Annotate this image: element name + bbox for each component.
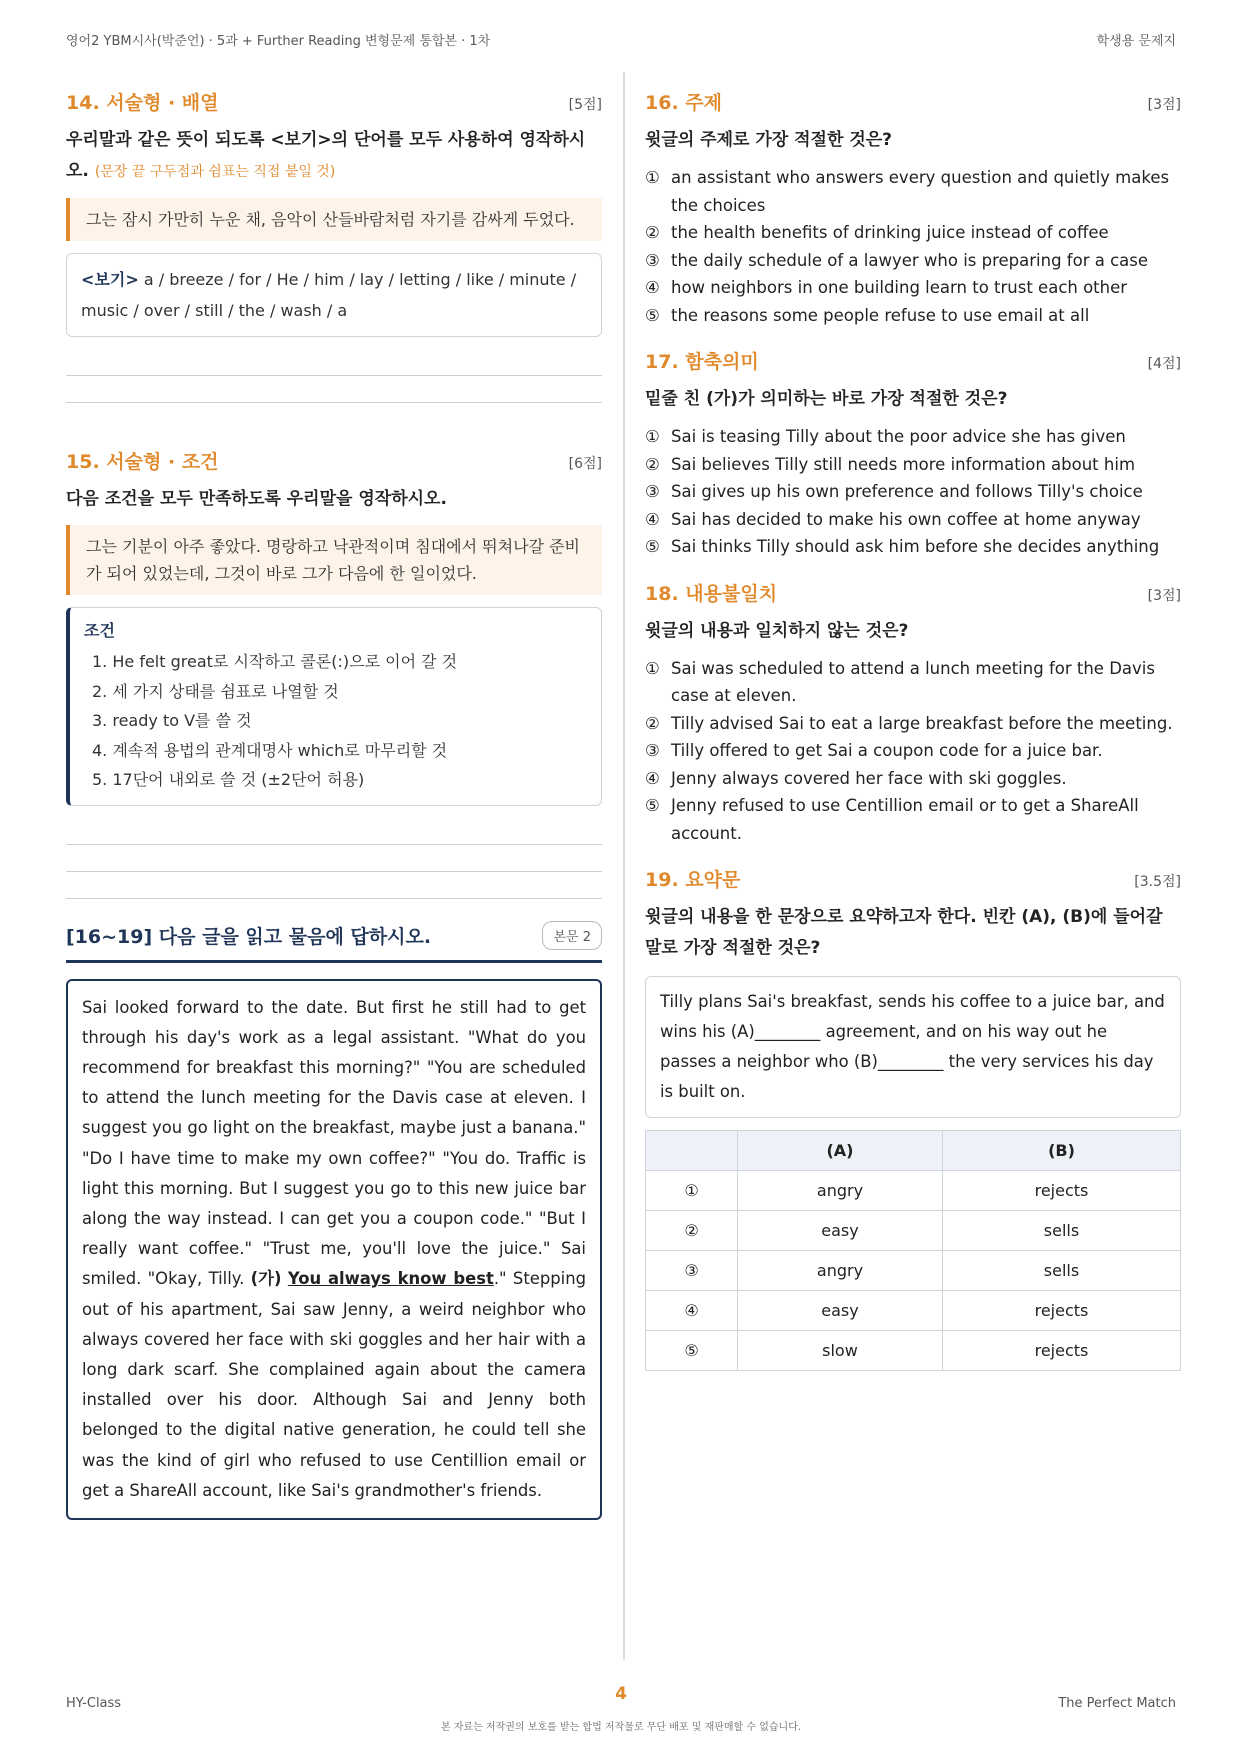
conditions-title: 조건 — [84, 621, 115, 640]
row-number: ④ — [646, 1291, 738, 1331]
question-title: 19. 요약문 — [645, 869, 741, 891]
option-number: ④ — [645, 278, 660, 297]
option-number: ① — [645, 658, 660, 678]
option-text: Jenny always covered her face with ski goggles. — [671, 768, 1067, 788]
header-sheet-type: 학생용 문제지 — [1096, 34, 1176, 49]
left-column — [66, 88, 602, 1520]
answer-table — [645, 1130, 1181, 1371]
answer-line[interactable] — [66, 898, 602, 899]
option-item[interactable] — [645, 792, 1181, 847]
answer-line[interactable] — [66, 375, 602, 376]
question-title: 14. 서술형 · 배열 — [66, 92, 219, 114]
cell-a: angry — [738, 1171, 943, 1211]
option-text: Jenny refused to use Centillion email or to get a ShareAll account. — [671, 796, 1139, 843]
question-prompt: 윗글의 주제로 가장 적절한 것은? — [645, 130, 893, 150]
footer-title: The Perfect Match — [1058, 1696, 1176, 1711]
option-text: Sai believes Tilly still needs more information about him — [671, 454, 1136, 474]
question-points: [3점] — [1147, 587, 1181, 604]
question-14 — [66, 88, 602, 403]
conditions-box — [66, 607, 602, 806]
question-points: [5점] — [568, 97, 602, 113]
question-prompt: 밑줄 친 (가)가 의미하는 바로 가장 적절한 것은? — [645, 389, 1008, 409]
option-text: Tilly offered to get Sai a coupon code for a juice bar. — [671, 741, 1103, 760]
passage-underlined-phrase: You always know best — [287, 1269, 494, 1289]
row-number: ② — [646, 1211, 738, 1251]
option-text: the health benefits of drinking juice instead of coffee — [671, 223, 1109, 242]
option-item[interactable] — [645, 423, 1181, 451]
option-text: Sai is teasing Tilly about the poor advice she has given — [671, 427, 1126, 446]
question-prompt: 윗글의 내용과 일치하지 않는 것은? — [645, 620, 909, 641]
conditions-list — [84, 647, 587, 795]
option-number: ③ — [645, 741, 660, 760]
option-text: Tilly advised Sai to eat a large breakfast before the meeting. — [671, 713, 1173, 733]
cell-a: slow — [738, 1331, 943, 1371]
option-text: Sai has decided to make his own coffee at home anyway — [671, 509, 1141, 529]
question-prompt: 다음 조건을 모두 만족하도록 우리말을 영작하시오. — [66, 489, 447, 509]
condition-item: 2. 세 가지 상태를 쉼표로 나열할 것 — [92, 681, 339, 701]
passage-box — [66, 979, 602, 1520]
option-item[interactable] — [645, 506, 1181, 534]
question-16 — [645, 88, 1181, 329]
options-list — [645, 423, 1181, 561]
prompt-note: (문장 끝 구두점과 쉼표는 직접 붙일 것) — [94, 164, 336, 180]
question-prompt: 윗글의 내용을 한 문장으로 요약하고자 한다. 빈칸 (A), (B)에 들어갈 말로 가장 적절한 것은? — [645, 907, 1163, 958]
table-header-a: (A) — [738, 1131, 943, 1171]
option-text: Sai was scheduled to attend a lunch meeting for the Davis case at eleven. — [671, 658, 1155, 705]
table-row[interactable] — [646, 1291, 1181, 1331]
table-row[interactable] — [646, 1331, 1181, 1371]
row-number: ⑤ — [646, 1331, 738, 1371]
option-text: Sai gives up his own preference and follows Tilly's choice — [671, 482, 1143, 501]
option-item[interactable] — [645, 710, 1181, 738]
cell-b: rejects — [942, 1171, 1180, 1211]
passage-tag: 본문 2 — [542, 921, 602, 950]
table-header-blank — [646, 1131, 738, 1171]
option-text: the reasons some people refuse to use email at all — [671, 305, 1090, 325]
option-number: ② — [645, 713, 660, 733]
option-number: ① — [645, 168, 660, 187]
question-points: [4점] — [1147, 356, 1181, 372]
option-number: ④ — [645, 509, 660, 529]
option-text: Sai thinks Tilly should ask him before she decides anything — [671, 537, 1160, 556]
option-item[interactable] — [645, 655, 1181, 710]
table-row[interactable] — [646, 1251, 1181, 1291]
question-points: [3.5점] — [1134, 874, 1181, 890]
option-number: ③ — [645, 482, 660, 501]
answer-line[interactable] — [66, 402, 602, 403]
table-row[interactable] — [646, 1211, 1181, 1251]
option-number: ① — [645, 427, 660, 446]
column-divider — [623, 72, 625, 1660]
condition-item: 1. He felt great로 시작하고 콜론(:)으로 이어 갈 것 — [92, 652, 458, 671]
condition-item: 4. 계속적 용법의 관계대명사 which로 마무리할 것 — [92, 740, 448, 760]
cell-a: angry — [738, 1251, 943, 1291]
options-list — [645, 655, 1181, 848]
table-row[interactable] — [646, 1171, 1181, 1211]
option-number: ② — [645, 223, 660, 242]
cell-a: easy — [738, 1291, 943, 1331]
summary-box: Tilly plans Sai's breakfast, sends his coffee to a juice bar, and wins his (A)________ agreement, and on his way out he passes a neighbor who (B)________ the very services his day is built on. — [645, 976, 1181, 1118]
options-list — [645, 164, 1181, 329]
word-bank-label: <보기> — [81, 270, 139, 289]
table-header-row — [646, 1131, 1181, 1171]
answer-line[interactable] — [66, 871, 602, 872]
cell-b: sells — [942, 1211, 1180, 1251]
passage-text-before: Sai looked forward to the date. But first he still had to get through his day's work as a legal assistant. "What do you recommend for breakfast this morning?" "You are scheduled to attend the lunch meeting for the Davis case at eleven. I suggest you go light on the breakfast, maybe just a banana." "Do I have time to make my own coffee?" "You do. Traffic is light this morning. But I suggest you go to this new juice bar along the way instead. I can get you a coupon code." "But I really want coffee." "Trust me, you'll love the juice." Sai smiled. "Okay, Tilly. — [82, 997, 586, 1289]
answer-line[interactable] — [66, 844, 602, 845]
question-15 — [66, 447, 602, 899]
question-title: 18. 내용불일치 — [645, 582, 778, 605]
option-number: ② — [645, 454, 660, 474]
question-prompt — [66, 125, 602, 188]
passage-title: [16~19] 다음 글을 읽고 물음에 답하시오. — [66, 925, 432, 948]
option-text: how neighbors in one building learn to trust each other — [671, 278, 1128, 297]
question-19 — [645, 865, 1181, 1371]
cell-b: rejects — [942, 1331, 1180, 1371]
page-header — [66, 30, 1176, 50]
question-points: [6점] — [568, 456, 602, 472]
page-footer — [66, 1684, 1176, 1744]
question-points: [3점] — [1147, 97, 1181, 113]
option-number: ④ — [645, 768, 660, 788]
option-text: the daily schedule of a lawyer who is preparing for a case — [671, 250, 1149, 270]
passage-header — [66, 921, 602, 963]
option-number: ⑤ — [645, 796, 660, 815]
question-title: 16. 주제 — [645, 92, 722, 114]
option-item[interactable] — [645, 451, 1181, 479]
condition-item: 5. 17단어 내외로 쓸 것 (±2단어 허용) — [92, 770, 365, 789]
option-text: an assistant who answers every question and quietly makes the choices — [671, 168, 1170, 215]
option-item[interactable] — [645, 302, 1181, 330]
question-title: 15. 서술형 · 조건 — [66, 451, 219, 473]
passage-text-after: ." Stepping out of his apartment, Sai saw Jenny, a weird neighbor who always covered her face with ski goggles and her hair with a long dark scarf. She complained again about the camera installed over his door. Although Sai and Jenny both belonged to the digital native generation, he could tell she was the kind of girl who refused to use Centillion email or get a ShareAll account, like Sai's grandmother's friends. — [82, 1269, 586, 1500]
footer-brand: HY-Class — [66, 1696, 122, 1711]
row-number: ③ — [646, 1251, 738, 1291]
option-number: ⑤ — [645, 537, 660, 556]
question-title: 17. 함축의미 — [645, 351, 759, 373]
row-number: ① — [646, 1171, 738, 1211]
option-item[interactable] — [645, 274, 1181, 302]
header-title: 영어2 YBM시사(박준언) · 5과 + Further Reading 변형문제 통합본 · 1차 — [66, 34, 491, 49]
cell-b: sells — [942, 1251, 1180, 1291]
question-18 — [645, 579, 1181, 848]
table-header-b: (B) — [942, 1131, 1180, 1171]
passage-section — [66, 921, 602, 1520]
option-item[interactable] — [645, 737, 1181, 765]
word-bank-words: a / breeze / for / He / him / lay / letting / like / minute / music / over / still / the / wash / a — [81, 270, 577, 320]
option-number: ③ — [645, 250, 660, 270]
option-item[interactable] — [645, 765, 1181, 793]
prompt-text: 우리말과 같은 뜻이 되도록 <보기>의 단어를 모두 사용하여 영작하시오. — [66, 130, 586, 181]
word-bank-box — [66, 253, 602, 337]
option-item[interactable] — [645, 164, 1181, 219]
right-column — [645, 88, 1181, 1371]
option-item[interactable] — [645, 478, 1181, 506]
korean-sentence-box: 그는 기분이 아주 좋았다. 명랑하고 낙관적이며 침대에서 뛰쳐나갈 준비가 되어 있었는데, 그것이 바로 그가 다음에 한 일이었다. — [66, 525, 602, 595]
korean-sentence-box: 그는 잠시 가만히 누운 채, 음악이 산들바람처럼 자기를 감싸게 두었다. — [66, 198, 602, 241]
option-item[interactable] — [645, 219, 1181, 247]
copyright-notice: 본 자료는 저작권의 보호를 받는 합법 저작물로 무단 배포 및 재판매할 수 없습니다. — [440, 1722, 802, 1733]
option-number: ⑤ — [645, 305, 660, 325]
cell-b: rejects — [942, 1291, 1180, 1331]
passage-marker: (가) — [250, 1269, 282, 1289]
option-item[interactable] — [645, 247, 1181, 275]
cell-a: easy — [738, 1211, 943, 1251]
option-item[interactable] — [645, 533, 1181, 561]
condition-item: 3. ready to V를 쓸 것 — [92, 711, 252, 730]
question-17 — [645, 347, 1181, 561]
page-number: 4 — [615, 1684, 627, 1704]
